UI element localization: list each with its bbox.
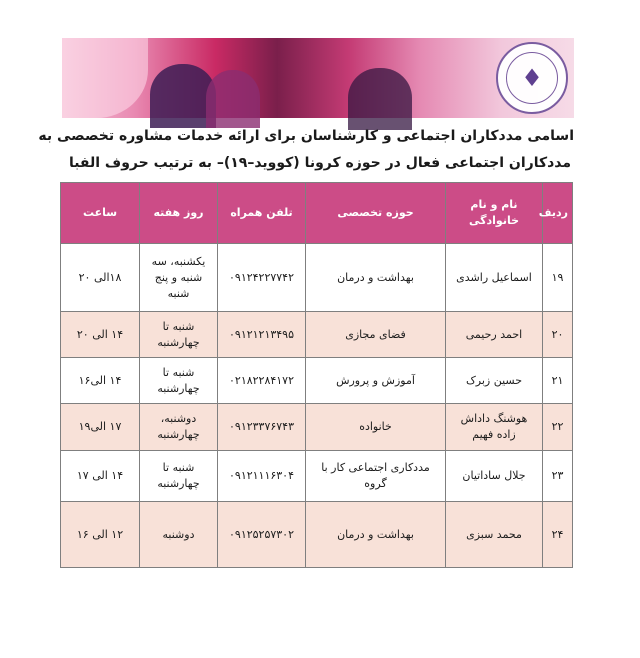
days-cell: شنبه تا چهارشنبه <box>140 358 218 404</box>
banner-art <box>206 70 260 128</box>
document-title-line-2: مددکاران اجتماعی فعال در حوزه کرونا (کووید–۱۹)– به ترتیب حروف الفبا <box>68 155 572 171</box>
document-title-line-1: اسامی مددکاران اجتماعی و کارشناسان برای ارائه خدمات مشاوره تخصصی به <box>38 128 574 144</box>
social-workers-table <box>60 182 573 568</box>
days-cell: یکشنبه، سه شنبه و پنج شنبه <box>140 244 218 312</box>
field-cell: بهداشت و درمان <box>306 502 446 568</box>
banner-art <box>62 38 148 118</box>
table-row <box>61 312 573 358</box>
social-workers-table-wrap <box>60 182 572 568</box>
field-cell: مددکاری اجتماعی کار با گروه <box>306 451 446 502</box>
field-cell: آموزش و پرورش <box>306 358 446 404</box>
hours-cell: ۱۲ الی ۱۶ <box>61 502 140 568</box>
table-row <box>61 404 573 451</box>
days-cell: شنبه تا چهارشنبه <box>140 451 218 502</box>
field-cell: فضای مجازی <box>306 312 446 358</box>
days-cell: شنبه تا چهارشنبه <box>140 312 218 358</box>
logo-icon: ♦ <box>521 64 543 92</box>
hours-cell: ۱۴ الی ۱۷ <box>61 451 140 502</box>
row-number-cell: ۱۹ <box>543 244 573 312</box>
name-cell: هوشنگ داداش زاده فهیم <box>446 404 543 451</box>
phone-cell: ۰۹۱۲۱۲۱۳۴۹۵ <box>218 312 306 358</box>
column-header-weekday: روز هفته <box>140 183 218 244</box>
hours-cell: ۱۴ الی۱۶ <box>61 358 140 404</box>
table-row <box>61 244 573 312</box>
column-header-hours: ساعت <box>61 183 140 244</box>
name-cell: اسماعیل راشدی <box>446 244 543 312</box>
phone-cell: ۰۹۱۲۴۲۲۷۷۴۲ <box>218 244 306 312</box>
row-number-cell: ۲۴ <box>543 502 573 568</box>
column-header-row-number: ردیف <box>543 183 573 244</box>
banner-art <box>348 68 412 130</box>
row-number-cell: ۲۳ <box>543 451 573 502</box>
hours-cell: ۱۸الی ۲۰ <box>61 244 140 312</box>
table-row <box>61 358 573 404</box>
field-cell: بهداشت و درمان <box>306 244 446 312</box>
row-number-cell: ۲۱ <box>543 358 573 404</box>
table-row <box>61 502 573 568</box>
column-header-name: نام و نام خانوادگی <box>446 183 543 244</box>
table-row <box>61 451 573 502</box>
row-number-cell: ۲۰ <box>543 312 573 358</box>
hours-cell: ۱۴ الی ۲۰ <box>61 312 140 358</box>
phone-cell: ۰۹۱۲۳۳۷۶۷۴۳ <box>218 404 306 451</box>
header-banner <box>62 38 574 118</box>
phone-cell: ۰۹۱۲۵۲۵۷۳۰۲ <box>218 502 306 568</box>
column-header-field: حوزه تخصصی <box>306 183 446 244</box>
phone-cell: ۰۹۱۲۱۱۱۶۳۰۴ <box>218 451 306 502</box>
table-header-row <box>61 183 573 244</box>
days-cell: دوشنبه <box>140 502 218 568</box>
name-cell: حسین زبرک <box>446 358 543 404</box>
days-cell: دوشنبه، چهارشنبه <box>140 404 218 451</box>
name-cell: احمد رحیمی <box>446 312 543 358</box>
hours-cell: ۱۷ الی۱۹ <box>61 404 140 451</box>
name-cell: جلال ساداتیان <box>446 451 543 502</box>
column-header-phone: تلفن همراه <box>218 183 306 244</box>
row-number-cell: ۲۲ <box>543 404 573 451</box>
name-cell: محمد سبزی <box>446 502 543 568</box>
field-cell: خانواده <box>306 404 446 451</box>
phone-cell: ۰۲۱۸۲۲۸۴۱۷۲ <box>218 358 306 404</box>
association-logo <box>496 42 568 114</box>
